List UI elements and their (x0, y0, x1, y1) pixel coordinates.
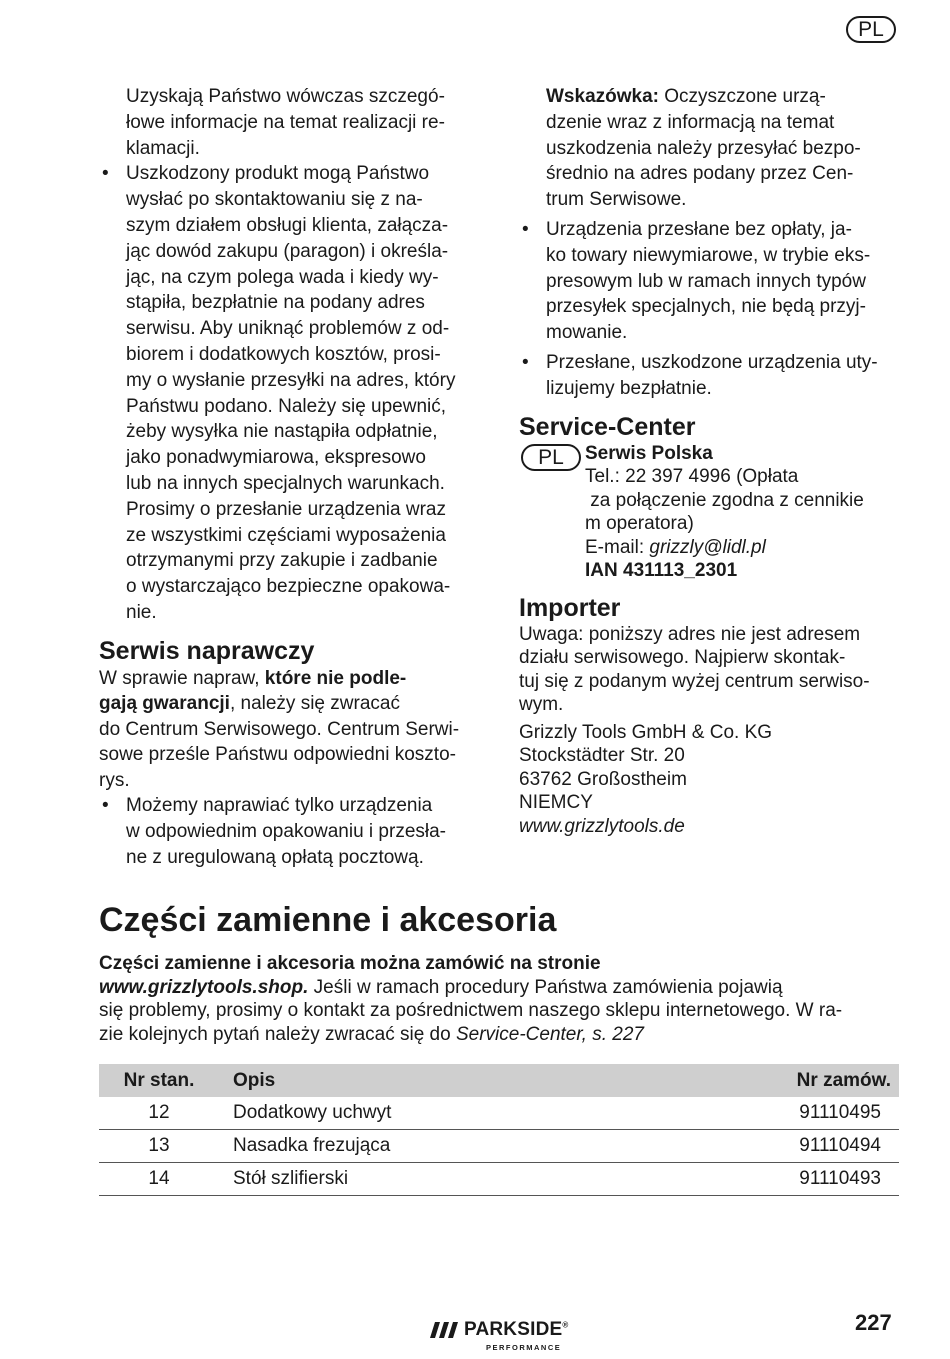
text-line: 63762 Großostheim (519, 768, 687, 790)
text-line: tuj się z podanym wyżej centrum serwiso- (519, 670, 870, 692)
cell-opis: Nasadka frezująca (219, 1130, 646, 1163)
bullet-icon: • (522, 218, 529, 240)
text-line: do Centrum Serwisowego. Centrum Serwi- (99, 718, 460, 740)
text-line: w odpowiednim opakowaniu i przesła- (126, 821, 447, 843)
text-line: klamacji. (126, 137, 200, 159)
table-row (99, 1130, 899, 1163)
logo-stripes-icon (430, 1322, 460, 1342)
country-badge: PL (521, 444, 581, 471)
shop-link[interactable]: www.grizzlytools.shop. (99, 976, 309, 998)
text-line: serwisu. Aby uniknąć problemów z od- (126, 318, 450, 340)
cell-zamow: 91110495 (646, 1097, 899, 1130)
text-line: Państwu podano. Należy się upewnić, (126, 395, 447, 417)
text-line: biorem i dodatkowych kosztów, prosi- (126, 343, 441, 365)
table-header-row (99, 1064, 899, 1097)
text-line: nie. (126, 601, 157, 623)
text-line: Stockstädter Str. 20 (519, 745, 685, 767)
text-line: trum Serwisowe. (546, 189, 687, 211)
cell-opis: Stół szlifierski (219, 1163, 646, 1196)
bullet-item (519, 350, 904, 402)
text-line: wym. (519, 694, 564, 716)
service-name: Serwis Polska (585, 442, 713, 464)
text-line: żeby wysyłka nie nastąpiła odpłatnie, (126, 421, 438, 443)
text-line: Uwaga: poniższy adres nie jest adresem (519, 623, 861, 645)
text-line: uszkodzenia należy przesyłać bezpo- (546, 137, 861, 159)
bullet-icon: • (102, 163, 109, 185)
column-header-opis: Opis (219, 1064, 646, 1097)
importer-address (519, 721, 904, 839)
column-header-zamow: Nr zamów. (646, 1064, 899, 1097)
cell-nr: 14 (99, 1163, 219, 1196)
text-line: lizujemy bezpłatnie. (546, 377, 712, 399)
cell-nr: 12 (99, 1097, 219, 1130)
text-line: my o wysłanie przesyłki na adres, który (126, 369, 456, 391)
tip-paragraph (519, 84, 904, 213)
service-email: E-mail: grizzly@lidl.pl (585, 536, 766, 558)
email-link[interactable]: grizzly@lidl.pl (649, 536, 766, 558)
tip-label: Wskazówka: (546, 86, 659, 107)
logo-wordmark: PARKSIDE® (464, 1319, 569, 1340)
importer-website[interactable]: www.grizzlytools.de (519, 815, 685, 837)
text-line: za połączenie zgodna z cennikie (585, 489, 864, 511)
text-line: ne z uregulowaną opłatą pocztową. (126, 846, 424, 868)
bullet-item (99, 793, 484, 870)
bullet-item (99, 161, 484, 625)
language-badge: PL (846, 16, 896, 43)
repair-paragraph (99, 666, 484, 794)
parkside-logo (430, 1316, 590, 1356)
text-line: otrzymanymi przy zakupie i zadbanie (126, 550, 438, 572)
text-line: Tel.: 22 397 4996 (Opłata (585, 466, 799, 488)
importer-heading: Importer (519, 593, 621, 622)
left-column (99, 84, 484, 871)
service-center-block (519, 442, 904, 583)
bullet-icon: • (102, 795, 109, 817)
text-line: jąc dowód zakupu (paragon) i określa- (126, 240, 449, 262)
text-line: ze wszystkimi częściami wyposażenia (126, 524, 446, 546)
text-line: Urządzenia przesłane bez opłaty, ja- (546, 218, 852, 240)
logo-subtitle: PERFORMANCE (486, 1343, 562, 1352)
text-line: mowanie. (546, 322, 628, 344)
text-line: przesyłek specjalnych, nie będą przyj- (546, 296, 866, 318)
cell-zamow: 91110494 (646, 1130, 899, 1163)
parts-intro (99, 952, 899, 1046)
text-line: Uszkodzony produkt mogą Państwo (126, 163, 430, 185)
text-line: się problemy, prosimy o kontakt za pośrednictwem naszego sklepu internetowego. W ra- (99, 1000, 843, 1021)
text-line: dzenie wraz z informacją na temat (546, 111, 835, 133)
text-line: www.grizzlytools.shop. Jeśli w ramach procedury Państwa zamówienia pojawią (99, 976, 783, 998)
text-line: Wskazówka: Oczyszczone urzą- (546, 86, 826, 107)
service-ian: IAN 431113_2301 (585, 560, 738, 582)
bullet-icon: • (522, 351, 529, 373)
text-line: o wystarczająco bezpieczne opakowa- (126, 576, 451, 598)
text-line: wysłać po skontaktowaniu się z na- (126, 189, 423, 211)
text-line: Grizzly Tools GmbH & Co. KG (519, 721, 773, 743)
text-line: Części zamienne i akcesoria można zamówić na stronie (99, 953, 601, 974)
text-line: Przesłane, uszkodzone urządzenia uty- (546, 351, 878, 373)
page-number: 227 (855, 1310, 892, 1335)
text-line: gają gwarancji, należy się zwracać (99, 693, 400, 715)
table-row (99, 1097, 899, 1130)
text-line: sowe prześle Państwu odpowiedni koszto- (99, 744, 456, 766)
text-line: łowe informacje na temat realizacji re- (126, 111, 445, 133)
repair-heading: Serwis naprawczy (99, 636, 315, 665)
right-column (519, 84, 904, 838)
text-line: NIEMCY (519, 792, 593, 814)
parts-table (99, 1064, 899, 1196)
text-line: stąpiła, bezpłatnie na podany adres (126, 292, 425, 314)
text-line: W sprawie napraw, które nie podle- (99, 667, 407, 689)
text-line: Możemy naprawiać tylko urządzenia (126, 795, 433, 817)
text-line: Uzyskają Państwo wówczas szczegó- (126, 86, 445, 107)
text-line: jako ponadwymiarowa, ekspresowo (126, 447, 426, 469)
intro-paragraph (99, 84, 484, 161)
text-line: średnio na adres podany przez Cen- (546, 163, 854, 185)
cell-opis: Dodatkowy uchwyt (219, 1097, 646, 1130)
text-line: Prosimy o przesłanie urządzenia wraz (126, 498, 446, 520)
text-line: działu serwisowego. Najpierw skontak- (519, 647, 846, 669)
text-line: presowym lub w ramach innych typów (546, 270, 866, 292)
text-line: szym działem obsługi klienta, załącza- (126, 214, 449, 236)
text-line: rys. (99, 769, 130, 791)
text-line: zie kolejnych pytań należy zwracać się do Service-Center, s. 227 (99, 1023, 644, 1045)
text-line: lub na innych specjalnych warunkach. (126, 472, 445, 494)
table-row (99, 1163, 899, 1196)
text-line: ko towary niewymiarowe, w trybie eks- (546, 244, 871, 266)
text-line: m operatora) (585, 513, 694, 535)
bullet-item (519, 217, 904, 346)
column-header-nr: Nr stan. (99, 1064, 219, 1097)
parts-title: Części zamienne i akcesoria (99, 901, 557, 939)
service-center-heading: Service-Center (519, 412, 696, 441)
text-line: jąc, na czym polega wada i kiedy wy- (126, 266, 439, 288)
cell-nr: 13 (99, 1130, 219, 1163)
importer-note (519, 623, 904, 717)
cell-zamow: 91110493 (646, 1163, 899, 1196)
